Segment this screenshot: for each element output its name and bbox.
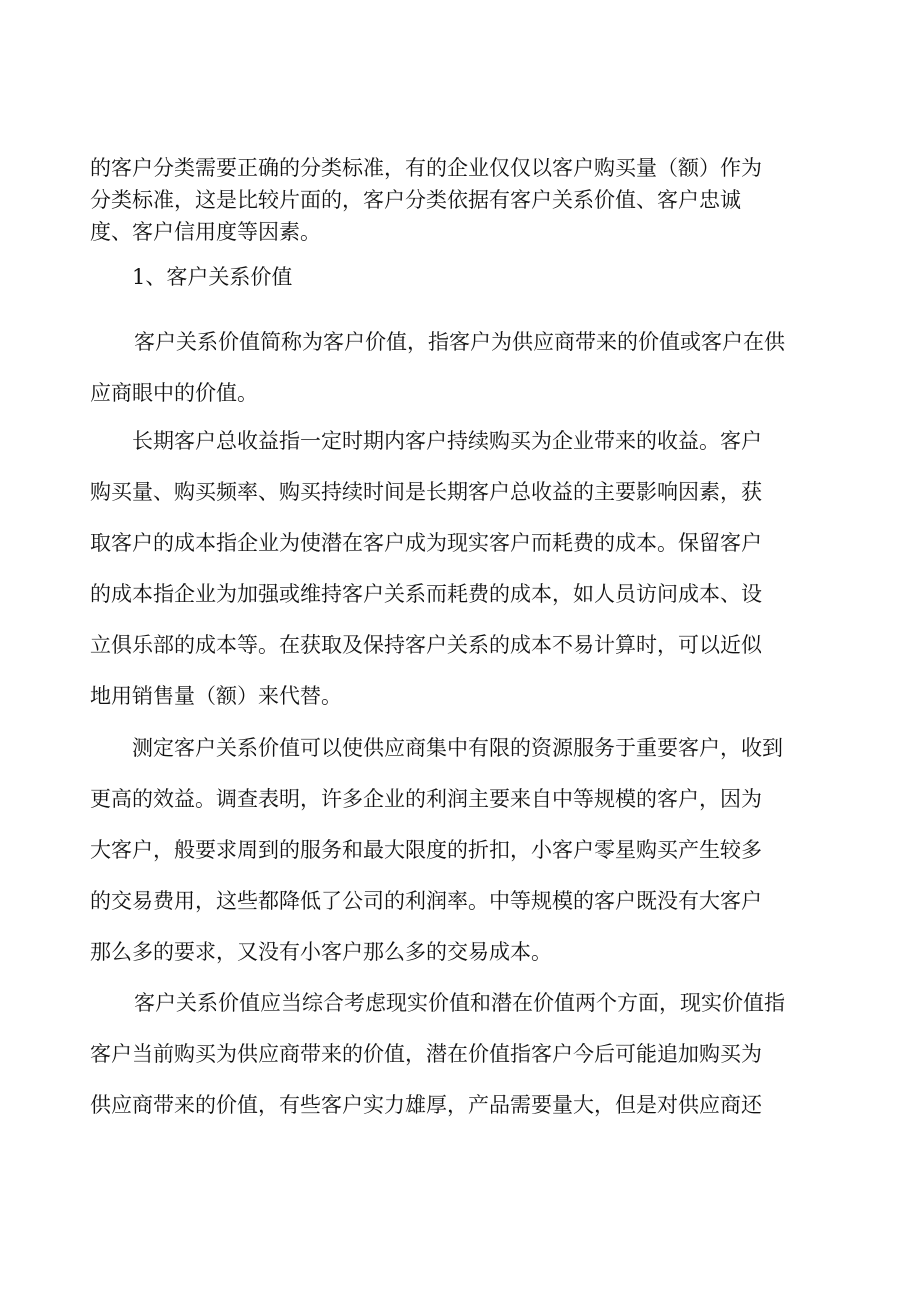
paragraph-line: 那么多的要求，又没有小客户那么多的交易成本。	[90, 940, 552, 964]
paragraph-line: 地用销售量（额）来代替。	[90, 684, 342, 708]
paragraph-measuring-value	[90, 723, 840, 978]
paragraph-line: 测定客户关系价值可以使供应商集中有限的资源服务于重要客户，收到	[132, 736, 783, 760]
paragraph-line: 供应商带来的价值，有些客户实力雄厚，产品需要量大，但是对供应商还	[90, 1093, 762, 1117]
paragraph-line: 的成本指企业为加强或维持客户关系而耗费的成本，如人员访问成本、设	[90, 582, 762, 606]
paragraph-line: 的客户分类需要正确的分类标准，有的企业仅仅以客户购买量（额）作为	[90, 156, 762, 180]
heading-text: 1、客户关系价值	[132, 265, 293, 289]
paragraph-line: 客户关系价值应当综合考虑现实价值和潜在价值两个方面，现实价值指	[134, 991, 785, 1015]
paragraph-real-and-potential-value	[90, 978, 840, 1131]
paragraph-line: 的交易费用，这些都降低了公司的利润率。中等规模的客户既没有大客户	[90, 889, 762, 913]
paragraph-line: 应商眼中的价值。	[90, 381, 258, 405]
paragraph-line: 度、客户信用度等因素。	[90, 220, 321, 244]
paragraph-line: 客户当前购买为供应商带来的价值，潜在价值指客户今后可能追加购买为	[90, 1042, 762, 1066]
paragraph-customer-value-definition	[90, 317, 840, 419]
paragraph-line: 更高的效益。调查表明，许多企业的利润主要来自中等规模的客户，因为	[90, 787, 762, 811]
paragraph-line: 购买量、购买频率、购买持续时间是长期客户总收益的主要影响因素，获	[90, 480, 762, 504]
paragraph-line: 长期客户总收益指一定时期内客户持续购买为企业带来的收益。客户	[132, 429, 762, 453]
paragraph-line: 分类标准，这是比较片面的，客户分类依据有客户关系价值、客户忠诚	[90, 188, 741, 212]
section-heading	[132, 264, 732, 290]
paragraph-long-term-revenue	[90, 416, 840, 722]
paragraph-line: 取客户的成本指企业为使潜在客户成为现实客户而耗费的成本。保留客户	[90, 531, 762, 555]
paragraph-intro	[90, 152, 840, 248]
paragraph-line: 立俱乐部的成本等。在获取及保持客户关系的成本不易计算时，可以近似	[90, 633, 762, 657]
paragraph-line: 客户关系价值简称为客户价值，指客户为供应商带来的价值或客户在供	[134, 330, 785, 354]
paragraph-line: 大客户，般要求周到的服务和最大限度的折扣，小客户零星购买产生较多	[90, 838, 762, 862]
